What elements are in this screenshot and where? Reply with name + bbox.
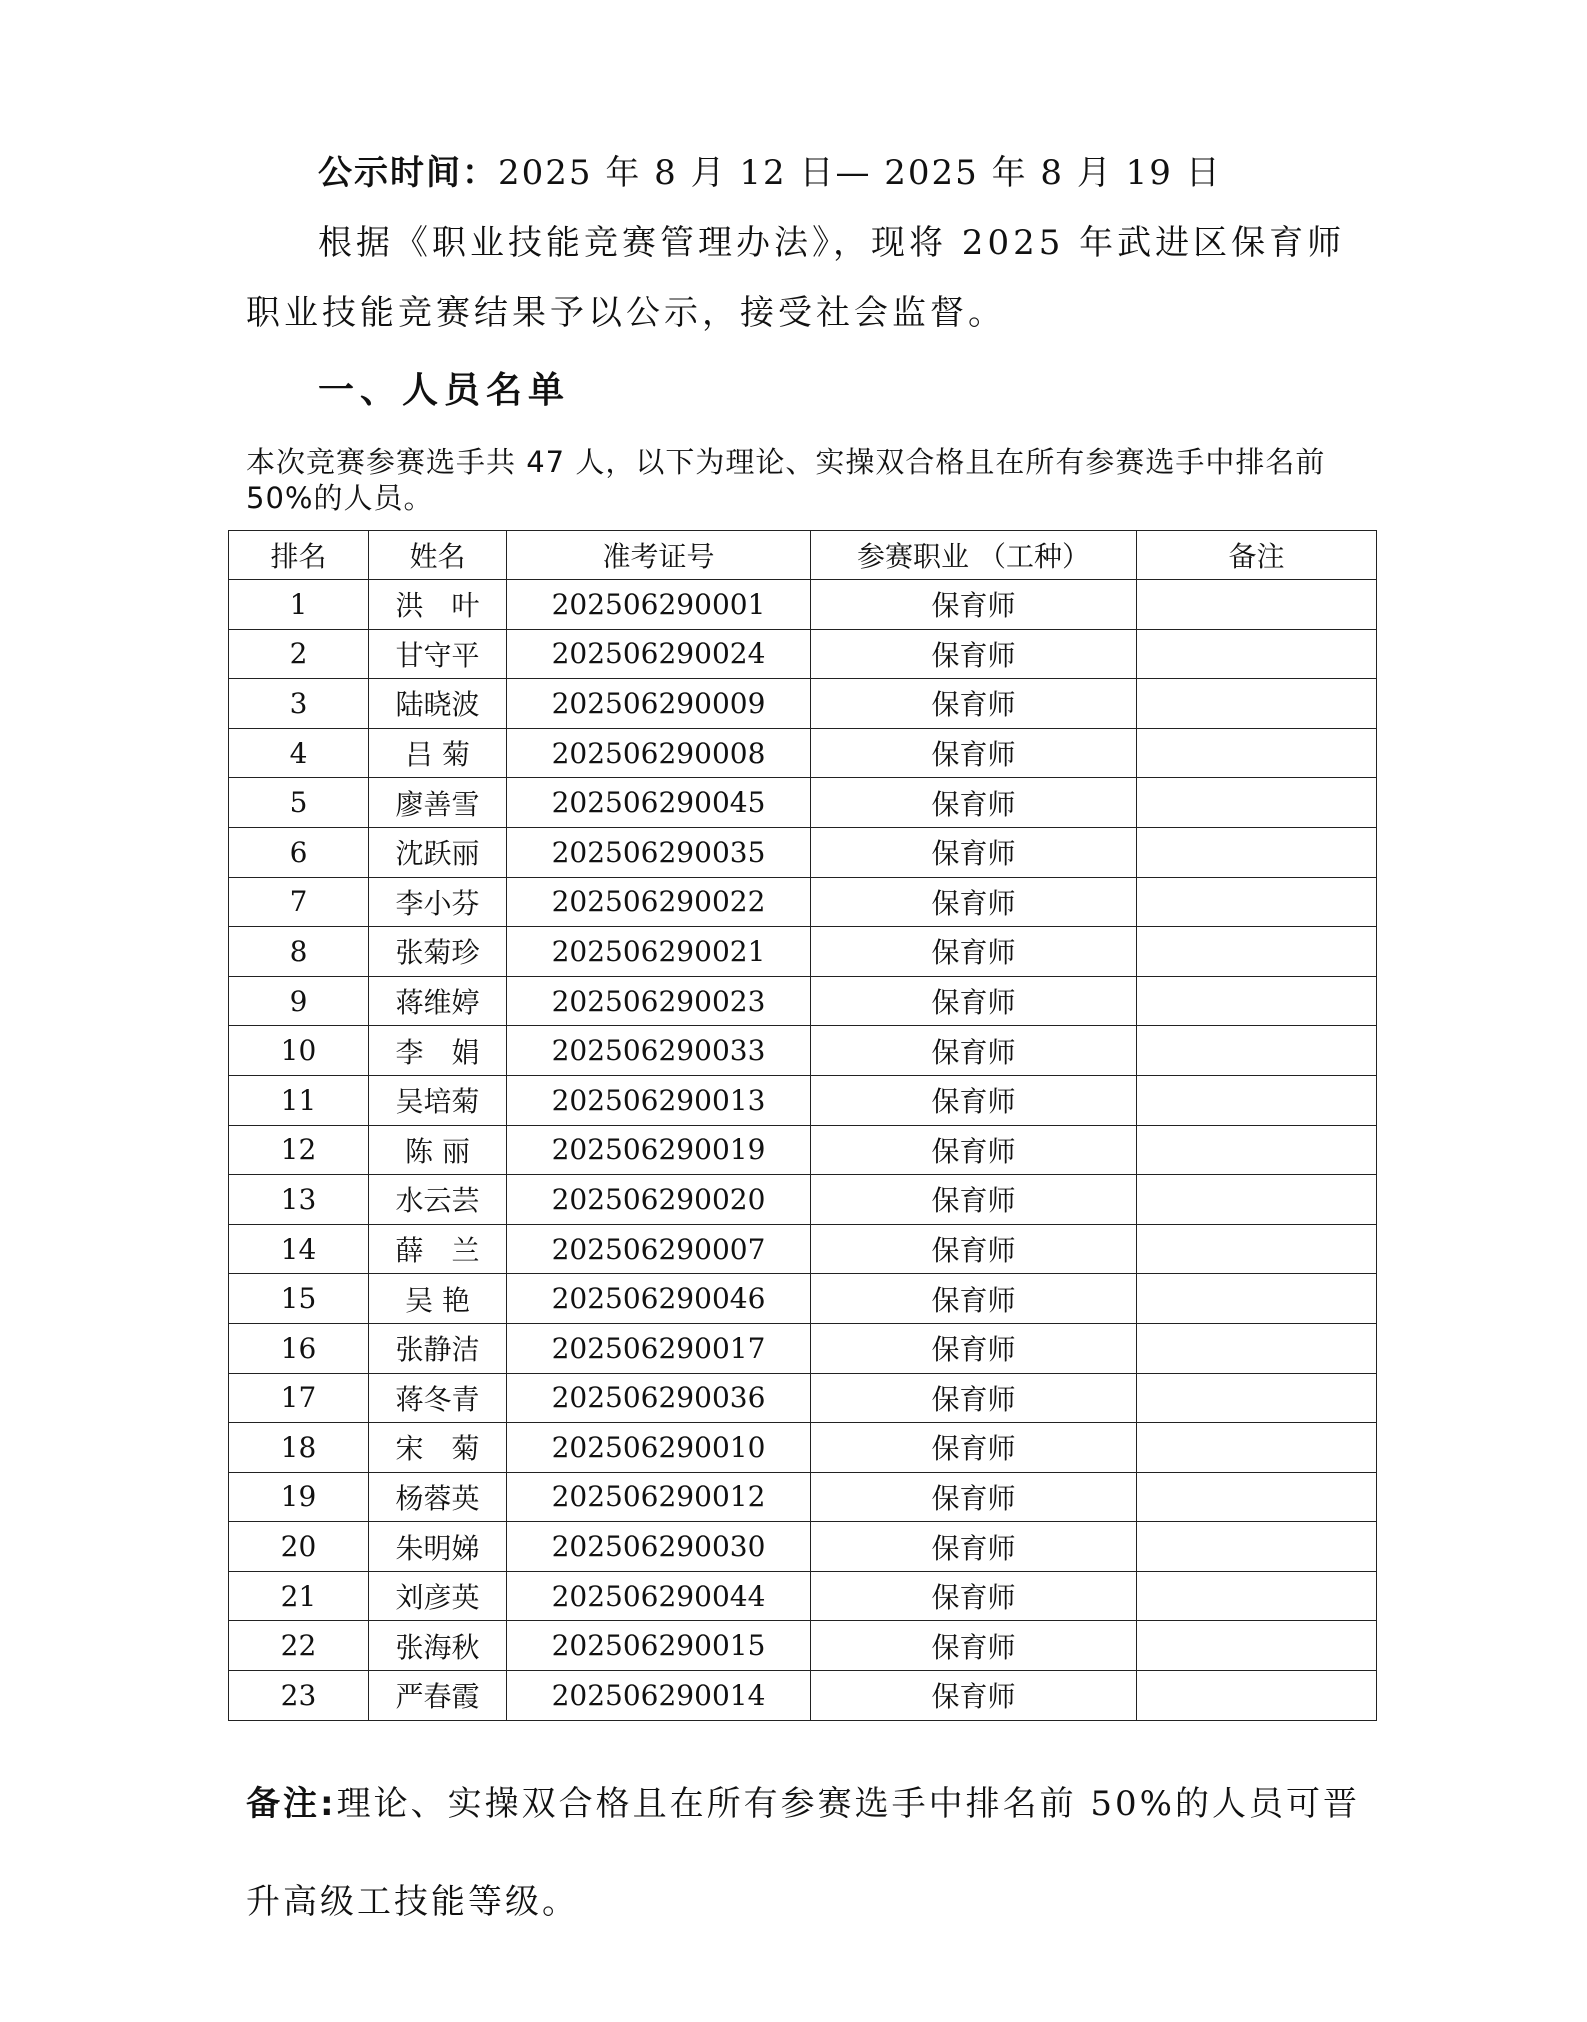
cell-note (1137, 877, 1377, 927)
cell-note (1137, 679, 1377, 729)
cell-occupation: 保育师 (811, 1373, 1137, 1423)
cell-note (1137, 1274, 1377, 1324)
cell-rank: 9 (229, 976, 369, 1026)
cell-exam-id: 202506290020 (507, 1175, 811, 1225)
cell-rank: 18 (229, 1423, 369, 1473)
cell-occupation: 保育师 (811, 1671, 1137, 1721)
cell-note (1137, 1621, 1377, 1671)
cell-occupation: 保育师 (811, 976, 1137, 1026)
cell-rank: 4 (229, 728, 369, 778)
cell-occupation: 保育师 (811, 1472, 1137, 1522)
cell-occupation: 保育师 (811, 629, 1137, 679)
cell-rank: 10 (229, 1026, 369, 1076)
cell-occupation: 保育师 (811, 1621, 1137, 1671)
cell-exam-id: 202506290023 (507, 976, 811, 1026)
cell-name: 李 娟 (369, 1026, 507, 1076)
cell-occupation: 保育师 (811, 827, 1137, 877)
cell-exam-id: 202506290009 (507, 679, 811, 729)
cell-note (1137, 580, 1377, 630)
cell-name: 杨蓉英 (369, 1472, 507, 1522)
cell-note (1137, 1373, 1377, 1423)
cell-rank: 5 (229, 778, 369, 828)
table-row (229, 1274, 1377, 1324)
cell-occupation: 保育师 (811, 1224, 1137, 1274)
cell-exam-id: 202506290008 (507, 728, 811, 778)
cell-occupation: 保育师 (811, 1075, 1137, 1125)
section-title: 一、人员名单 (318, 370, 571, 411)
cell-name: 廖善雪 (369, 778, 507, 828)
cell-occupation: 保育师 (811, 1274, 1137, 1324)
cell-rank: 16 (229, 1323, 369, 1373)
cell-note (1137, 1323, 1377, 1373)
table-row (229, 1125, 1377, 1175)
cell-name: 薛 兰 (369, 1224, 507, 1274)
table-row (229, 976, 1377, 1026)
cell-note (1137, 1571, 1377, 1621)
header-name: 姓名 (369, 531, 507, 580)
cell-rank: 14 (229, 1224, 369, 1274)
cell-name: 陈 丽 (369, 1125, 507, 1175)
cell-exam-id: 202506290010 (507, 1423, 811, 1473)
table-row (229, 1671, 1377, 1721)
cell-occupation: 保育师 (811, 1323, 1137, 1373)
cell-name: 蒋维婷 (369, 976, 507, 1026)
cell-note (1137, 1224, 1377, 1274)
table-row (229, 1175, 1377, 1225)
header-rank: 排名 (229, 531, 369, 580)
table-row (229, 1075, 1377, 1125)
table-row (229, 1571, 1377, 1621)
cell-exam-id: 202506290015 (507, 1621, 811, 1671)
cell-note (1137, 1075, 1377, 1125)
roster-table (228, 530, 1377, 1721)
table-row (229, 679, 1377, 729)
cell-name: 洪 叶 (369, 580, 507, 630)
roster-table-body (229, 580, 1377, 1721)
cell-exam-id: 202506290001 (507, 580, 811, 630)
cell-note (1137, 927, 1377, 977)
table-row (229, 1472, 1377, 1522)
table-row (229, 927, 1377, 977)
table-row (229, 1224, 1377, 1274)
cell-name: 水云芸 (369, 1175, 507, 1225)
cell-exam-id: 202506290045 (507, 778, 811, 828)
cell-name: 张菊珍 (369, 927, 507, 977)
cell-rank: 1 (229, 580, 369, 630)
table-row (229, 778, 1377, 828)
header-note: 备注 (1137, 531, 1377, 580)
table-header-row (229, 531, 1377, 580)
cell-rank: 22 (229, 1621, 369, 1671)
cell-exam-id: 202506290021 (507, 927, 811, 977)
cell-note (1137, 1671, 1377, 1721)
cell-rank: 15 (229, 1274, 369, 1324)
cell-note (1137, 1125, 1377, 1175)
cell-note (1137, 1472, 1377, 1522)
cell-note (1137, 629, 1377, 679)
cell-note (1137, 1175, 1377, 1225)
cell-note (1137, 1026, 1377, 1076)
cell-exam-id: 202506290030 (507, 1522, 811, 1572)
cell-exam-id: 202506290033 (507, 1026, 811, 1076)
cell-exam-id: 202506290017 (507, 1323, 811, 1373)
cell-occupation: 保育师 (811, 1026, 1137, 1076)
cell-rank: 3 (229, 679, 369, 729)
cell-name: 蒋冬青 (369, 1373, 507, 1423)
cell-name: 李小芬 (369, 877, 507, 927)
table-row (229, 580, 1377, 630)
header-exam-id: 准考证号 (507, 531, 811, 580)
table-row (229, 1373, 1377, 1423)
cell-name: 吴培菊 (369, 1075, 507, 1125)
cell-occupation: 保育师 (811, 679, 1137, 729)
cell-exam-id: 202506290019 (507, 1125, 811, 1175)
cell-note (1137, 728, 1377, 778)
cell-occupation: 保育师 (811, 580, 1137, 630)
cell-exam-id: 202506290036 (507, 1373, 811, 1423)
cell-name: 刘彦英 (369, 1571, 507, 1621)
cell-occupation: 保育师 (811, 1571, 1137, 1621)
cell-rank: 6 (229, 827, 369, 877)
cell-occupation: 保育师 (811, 1175, 1137, 1225)
description-paragraph: 本次竞赛参赛选手共 47 人，以下为理论、实操双合格且在所有参赛选手中排名前 50%的人员。 (246, 445, 1326, 515)
table-row (229, 877, 1377, 927)
cell-rank: 17 (229, 1373, 369, 1423)
cell-occupation: 保育师 (811, 1522, 1137, 1572)
cell-occupation: 保育师 (811, 927, 1137, 977)
cell-exam-id: 202506290035 (507, 827, 811, 877)
cell-exam-id: 202506290014 (507, 1671, 811, 1721)
cell-rank: 13 (229, 1175, 369, 1225)
header-occupation: 参赛职业 （工种） (811, 531, 1137, 580)
cell-name: 张静洁 (369, 1323, 507, 1373)
cell-name: 甘守平 (369, 629, 507, 679)
cell-exam-id: 202506290012 (507, 1472, 811, 1522)
cell-name: 严春霞 (369, 1671, 507, 1721)
cell-exam-id: 202506290046 (507, 1274, 811, 1324)
table-row (229, 1423, 1377, 1473)
cell-rank: 11 (229, 1075, 369, 1125)
table-row (229, 1522, 1377, 1572)
intro-paragraph: 根据《职业技能竞赛管理办法》，现将 2025 年武进区保育师职业技能竞赛结果予以公示，接受社会监督。 (246, 223, 1346, 333)
cell-occupation: 保育师 (811, 728, 1137, 778)
cell-note (1137, 1423, 1377, 1473)
cell-occupation: 保育师 (811, 877, 1137, 927)
cell-name: 朱明娣 (369, 1522, 507, 1572)
cell-occupation: 保育师 (811, 1423, 1137, 1473)
cell-name: 吴 艳 (369, 1274, 507, 1324)
cell-name: 沈跃丽 (369, 827, 507, 877)
cell-rank: 7 (229, 877, 369, 927)
table-row (229, 1621, 1377, 1671)
cell-name: 吕 菊 (369, 728, 507, 778)
cell-rank: 12 (229, 1125, 369, 1175)
cell-exam-id: 202506290044 (507, 1571, 811, 1621)
cell-name: 陆晓波 (369, 679, 507, 729)
table-row (229, 1026, 1377, 1076)
notice-period-line (318, 145, 1222, 194)
cell-rank: 8 (229, 927, 369, 977)
cell-exam-id: 202506290024 (507, 629, 811, 679)
cell-occupation: 保育师 (811, 1125, 1137, 1175)
notice-period-label: 公示时间： (318, 153, 498, 193)
footnote-paragraph (246, 1755, 1376, 1951)
table-row (229, 827, 1377, 877)
table-row (229, 1323, 1377, 1373)
table-row (229, 629, 1377, 679)
cell-rank: 23 (229, 1671, 369, 1721)
cell-rank: 20 (229, 1522, 369, 1572)
cell-rank: 21 (229, 1571, 369, 1621)
table-row (229, 728, 1377, 778)
cell-note (1137, 827, 1377, 877)
footnote-label: 备注: (246, 1784, 337, 1824)
cell-note (1137, 778, 1377, 828)
cell-note (1137, 1522, 1377, 1572)
cell-exam-id: 202506290013 (507, 1075, 811, 1125)
footnote-text: 理论、实操双合格且在所有参赛选手中排名前 50%的人员可晋升高级工技能等级。 (246, 1784, 1360, 1922)
cell-rank: 19 (229, 1472, 369, 1522)
cell-occupation: 保育师 (811, 778, 1137, 828)
notice-period-value: 2025 年 8 月 12 日— 2025 年 8 月 19 日 (498, 153, 1222, 193)
cell-exam-id: 202506290022 (507, 877, 811, 927)
cell-name: 宋 菊 (369, 1423, 507, 1473)
cell-exam-id: 202506290007 (507, 1224, 811, 1274)
cell-rank: 2 (229, 629, 369, 679)
cell-note (1137, 976, 1377, 1026)
cell-name: 张海秋 (369, 1621, 507, 1671)
